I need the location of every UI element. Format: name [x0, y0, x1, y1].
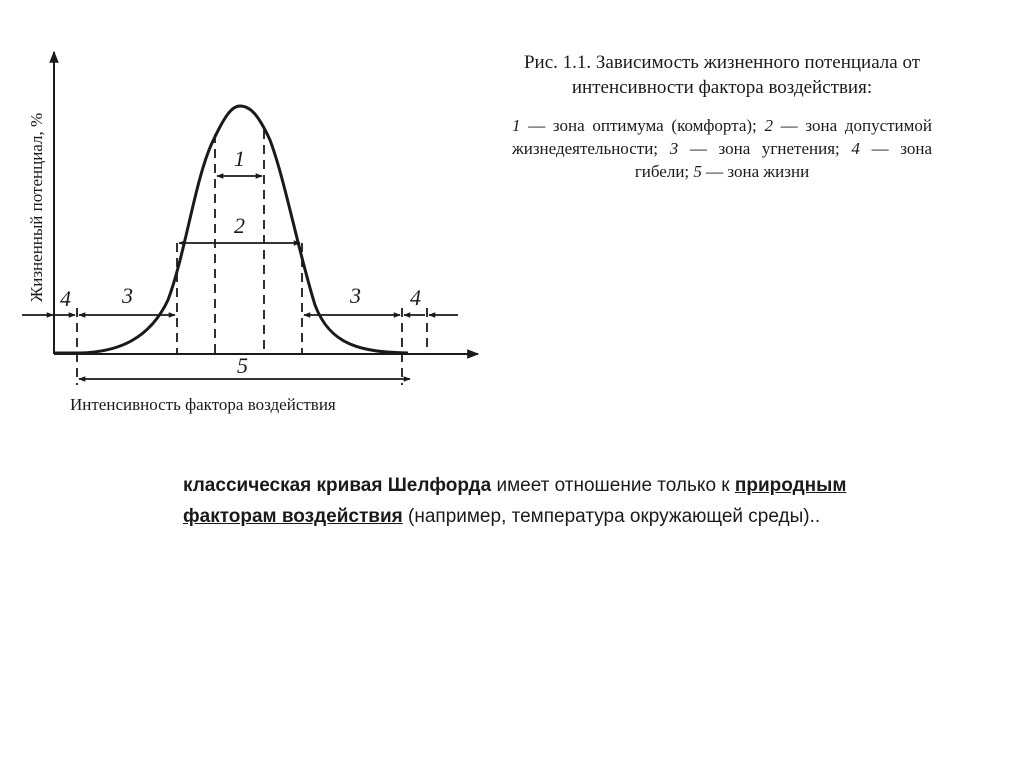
- zone-2-label: 2: [234, 213, 245, 238]
- legend-text-4: — зона гибели;: [634, 139, 932, 181]
- figure-caption: [512, 50, 932, 183]
- legend-num-3: 3: [669, 139, 679, 158]
- explanation-paragraph: [183, 470, 883, 532]
- zone-3-left-label: 3: [122, 283, 133, 308]
- zone-4-right-label: 4: [410, 285, 421, 310]
- legend-num-5: 5: [693, 162, 702, 181]
- paragraph-end: (например, температура окружающей среды)..: [402, 506, 821, 527]
- shelford-curve-term: классическая кривая Шелфорда: [183, 475, 492, 496]
- legend-text-2: — зона допустимой жизнедеятельности;: [512, 116, 933, 158]
- zone-boundaries: [77, 130, 427, 385]
- y-axis-label: Жизненный потенциал, %: [27, 112, 46, 302]
- natural-factors-term: природным факторам воздействия: [183, 475, 847, 527]
- legend-num-1: 1: [512, 116, 521, 135]
- legend-text-5: — зона жизни: [701, 162, 810, 181]
- paragraph-middle: имеет отношение только к: [491, 475, 735, 496]
- tolerance-curve: [54, 106, 408, 353]
- legend-num-4: 4: [851, 139, 860, 158]
- caption-title: Рис. 1.1. Зависимость жизненного потенциала от интенсивности фактора воздействия:: [523, 52, 921, 98]
- caption-legend: [512, 114, 932, 183]
- zone-1-label: 1: [234, 146, 245, 171]
- legend-num-2: 2: [764, 116, 773, 135]
- zone-5-label: 5: [237, 353, 248, 378]
- zone-3-right-label: 3: [350, 283, 361, 308]
- legend-text-1: — зона оптимума (комфорта);: [520, 116, 765, 135]
- x-axis-label: Интенсивность фактора воздействия: [70, 395, 336, 414]
- zone-4-left-label: 4: [60, 286, 71, 311]
- legend-text-3: — зона угнетения;: [678, 139, 852, 158]
